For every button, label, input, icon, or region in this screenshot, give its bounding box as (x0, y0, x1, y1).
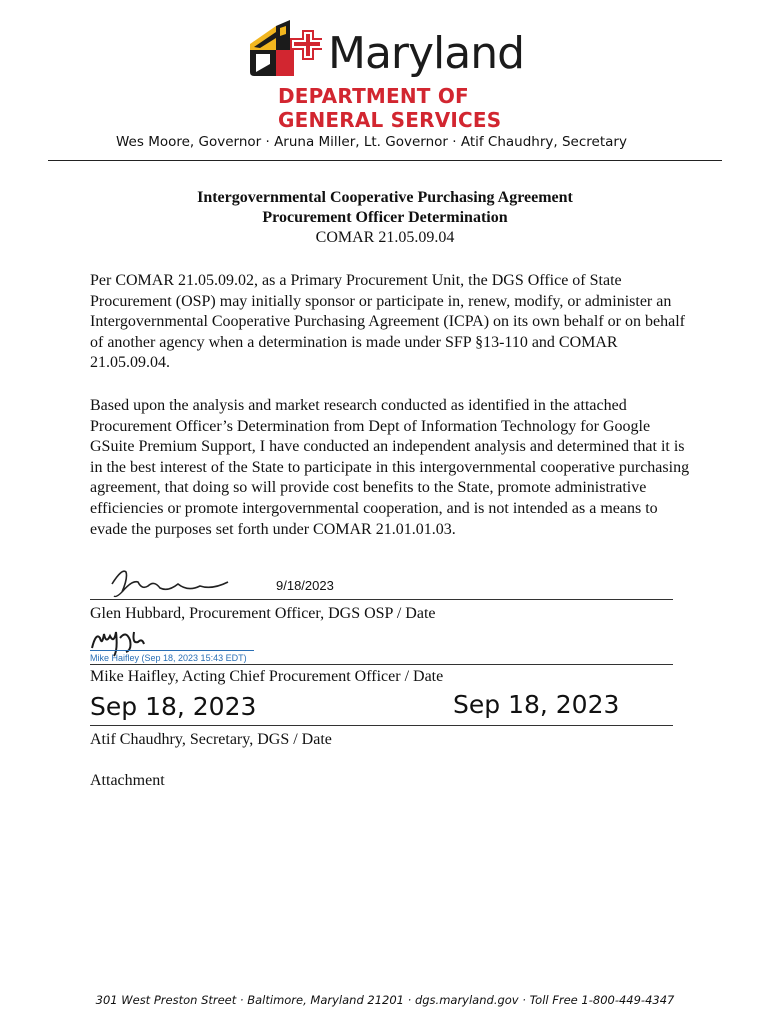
glen-hubbard-signature (108, 562, 238, 602)
maryland-wordmark: Maryland (328, 28, 525, 79)
department-line-1: DEPARTMENT OF (278, 84, 469, 108)
header-divider (48, 160, 722, 161)
signature-2-caption: Mike Haifley, Acting Chief Procurement Officer / Date (90, 668, 444, 685)
signature-3-signed-date: Sep 18, 2023 (90, 692, 257, 721)
title-line-1: Intergovernmental Cooperative Purchasing Agreement (197, 189, 573, 206)
signature-line-2 (90, 664, 673, 665)
footer-address: 301 West Preston Street · Baltimore, Maryland 21201 · dgs.maryland.gov · Toll Free 1-800-449-4347 (95, 993, 675, 1007)
title-line-2: Procurement Officer Determination (262, 209, 508, 226)
paragraph-1: Per COMAR 21.05.09.02, as a Primary Procurement Unit, the DGS Office of State Procurement (OSP) may initially sponsor or participate in, renew, modify, or administer an Intergovernmental Cooperative Purchasing Agreement (ICPA) on its own behalf or on behalf of another agency when a determination is made under SFP §13-110 and COMAR 21.05.09.04. (90, 272, 685, 372)
officials-line: Wes Moore, Governor · Aruna Miller, Lt. Governor · Atif Chaudhry, Secretary (116, 134, 627, 150)
signature-2-timestamp: Mike Haifley (Sep 18, 2023 15:43 EDT) (90, 653, 247, 663)
signature-line-1 (90, 599, 673, 600)
signature-3-caption: Atif Chaudhry, Secretary, DGS / Date (90, 731, 332, 748)
signature-2-underline (90, 650, 254, 651)
signature-3-date: Sep 18, 2023 (453, 690, 620, 719)
paragraph-2: Based upon the analysis and market research conducted as identified in the attached Procurement Officer’s Determination from Dept of Information Technology for Google GSuite Premium Support, I have conducted an independent analysis and determined that it is in the best interest of the State to participate in this intergovernmental cooperative purchasing agreement, that doing so will provide cost benefits to the State, promote administrative efficiencies or promote intergovernmental cooperation, and is not intended as a means to evade the purposes set forth under COMAR 21.01.01.03. (90, 397, 690, 538)
signature-line-3 (90, 725, 673, 726)
attachment-label: Attachment (90, 772, 165, 789)
signature-1-date: 9/18/2023 (276, 578, 334, 593)
department-name (278, 84, 501, 132)
signature-1-caption: Glen Hubbard, Procurement Officer, DGS OSP / Date (90, 605, 436, 622)
title-line-3: COMAR 21.05.09.04 (315, 229, 455, 246)
maryland-flag-icon (246, 20, 322, 78)
department-line-2: GENERAL SERVICES (278, 108, 502, 132)
document-title (0, 188, 770, 248)
